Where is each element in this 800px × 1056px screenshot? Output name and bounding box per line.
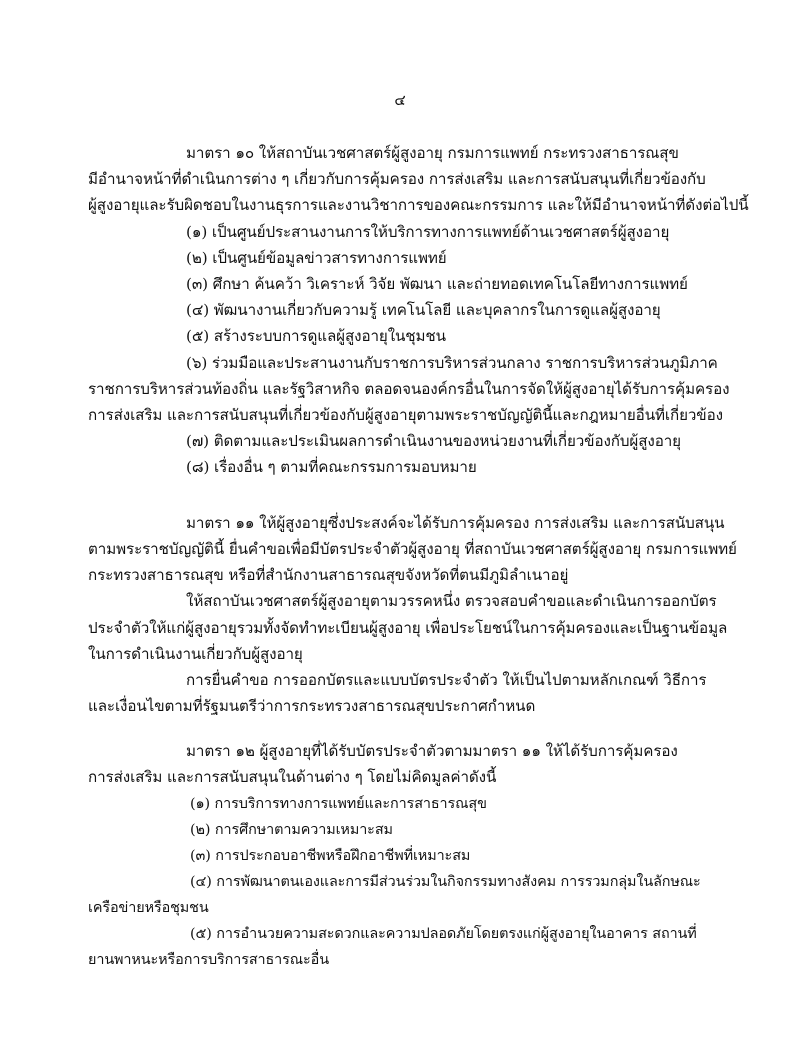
list-item: (๒) เป็นศูนย์ข้อมูลข่าวสารทางการแพทย์	[186, 249, 447, 267]
paragraph-line: ตามพระราชบัญญัตินี้ ยื่นคำขอเพื่อมีบัตรประจำตัวผู้สูงอายุ ที่สถาบันเวชศาสตร์ผู้สูงอายุ กรมการแพทย์	[88, 540, 737, 558]
list-item: (๑) เป็นศูนย์ประสานงานการให้บริการทางการแพทย์ด้านเวชศาสตร์ผู้สูงอายุ	[186, 223, 670, 241]
paragraph-line: การยื่นคำขอ การออกบัตรและแบบบัตรประจำตัว ให้เป็นไปตามหลักเกณฑ์ วิธีการ	[186, 671, 707, 689]
paragraph-line: และเงื่อนไขตามที่รัฐมนตรีว่าการกระทรวงสาธารณสุขประกาศกำหนด	[88, 697, 536, 715]
list-item: (๖) ร่วมมือและประสานงานกับราชการบริหารส่วนกลาง ราชการบริหารส่วนภูมิภาค	[186, 354, 718, 372]
paragraph-line: ราชการบริหารส่วนท้องถิ่น และรัฐวิสาหกิจ ตลอดจนองค์กรอื่นในการจัดให้ผู้สูงอายุได้รับการคุ้มครอง	[88, 380, 730, 398]
paragraph-line: ผู้สูงอายุและรับผิดชอบในงานธุรการและงานวิชาการของคณะกรรมการ และให้มีอำนาจหน้าที่ดังต่อไปนี้	[88, 196, 749, 214]
list-item: (๓) การประกอบอาชีพหรือฝึกอาชีพที่เหมาะสม	[190, 848, 471, 864]
list-item: (๑) การบริการทางการแพทย์และการสาธารณสุข	[190, 796, 487, 812]
list-item: (๕) การอำนวยความสะดวกและความปลอดภัยโดยตรงแก่ผู้สูงอายุในอาคาร สถานที่	[190, 926, 697, 942]
list-item: (๗) ติดตามและประเมินผลการดำเนินงานของหน่วยงานที่เกี่ยวข้องกับผู้สูงอายุ	[186, 432, 681, 450]
list-item: (๕) สร้างระบบการดูแลผู้สูงอายุในชุมชน	[186, 327, 446, 345]
paragraph-line: ยานพาหนะหรือการบริการสาธารณะอื่น	[88, 952, 329, 968]
list-item: (๔) พัฒนางานเกี่ยวกับความรู้ เทคโนโลยี และบุคลากรในการดูแลผู้สูงอายุ	[186, 301, 661, 319]
list-item: (๓) ศึกษา ค้นคว้า วิเคราะห์ วิจัย พัฒนา และถ่ายทอดเทคโนโลยีทางการแพทย์	[186, 275, 688, 293]
paragraph-line: มีอำนาจหน้าที่ดำเนินการต่าง ๆ เกี่ยวกับการคุ้มครอง การส่งเสริม และการสนับสนุนที่เกี่ยวข้องกับ	[88, 170, 706, 188]
paragraph-line: การส่งเสริม และการสนับสนุนในด้านต่าง ๆ โดยไม่คิดมูลค่าดังนี้	[88, 768, 497, 786]
paragraph-line: ในการดำเนินงานเกี่ยวกับผู้สูงอายุ	[88, 645, 303, 663]
paragraph-line: การส่งเสริม และการสนับสนุนที่เกี่ยวข้องกับผู้สูงอายุตามพระราชบัญญัตินี้และกฎหมายอื่นที่เกี่ยวข้อง	[88, 406, 723, 424]
paragraph-line: กระทรวงสาธารณสุข หรือที่สำนักงานสาธารณสุขจังหวัดที่ตนมีภูมิลำเนาอยู่	[88, 566, 569, 584]
list-item: (๘) เรื่องอื่น ๆ ตามที่คณะกรรมการมอบหมาย	[186, 458, 477, 476]
page-number: ๔	[394, 91, 406, 109]
list-item: (๔) การพัฒนาตนเองและการมีส่วนร่วมในกิจกรรมทางสังคม การรวมกลุ่มในลักษณะ	[190, 874, 701, 890]
paragraph-line: มาตรา ๑๑ ให้ผู้สูงอายุซึ่งประสงค์จะได้รับการคุ้มครอง การส่งเสริม และการสนับสนุน	[186, 514, 725, 532]
paragraph-line: เครือข่ายหรือชุมชน	[88, 900, 209, 916]
paragraph-line: ประจำตัวให้แก่ผู้สูงอายุรวมทั้งจัดทำทะเบียนผู้สูงอายุ เพื่อประโยชน์ในการคุ้มครองและเป็นฐานข้อมูล	[88, 619, 728, 637]
paragraph-line: ให้สถาบันเวชศาสตร์ผู้สูงอายุตามวรรคหนึ่ง ตรวจสอบคำขอและดำเนินการออกบัตร	[186, 592, 717, 610]
paragraph-line: มาตรา ๑๒ ผู้สูงอายุที่ได้รับบัตรประจำตัวตามมาตรา ๑๑ ให้ได้รับการคุ้มครอง	[186, 742, 678, 760]
list-item: (๒) การศึกษาตามความเหมาะสม	[190, 822, 393, 838]
paragraph-line: มาตรา ๑๐ ให้สถาบันเวชศาสตร์ผู้สูงอายุ กรมการแพทย์ กระทรวงสาธารณสุข	[186, 144, 679, 162]
